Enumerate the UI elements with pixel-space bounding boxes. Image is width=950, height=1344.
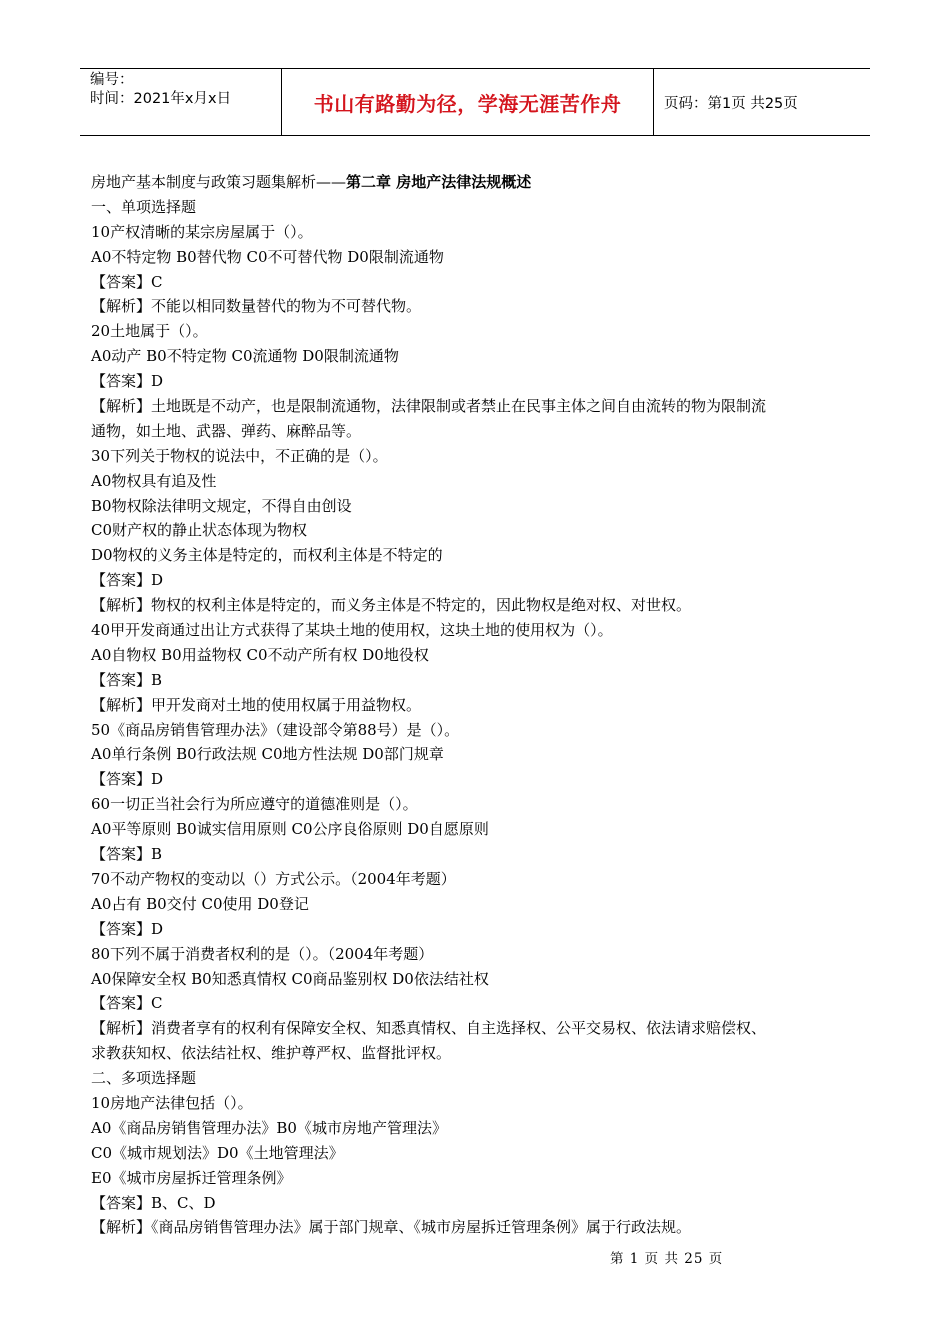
text-line: 【解析】不能以相同数量替代的物为不可替代物。	[91, 297, 422, 316]
text-line: 【解析】土地既是不动产，也是限制流通物，法律限制或者禁止在民事主体之间自由流转的物为限制流	[91, 397, 767, 416]
text-line: 【解析】甲开发商对土地的使用权属于用益物权。	[91, 695, 422, 714]
page-footer: 第 1 页 共 25 页	[610, 1251, 724, 1267]
text-line: A0动产 B0不特定物 C0流通物 D0限制流通物	[91, 347, 399, 366]
text-line: 【答案】D	[91, 372, 164, 391]
text-line: A0物权具有追及性	[91, 471, 217, 490]
text-line: 【答案】C	[91, 272, 163, 291]
header-page-info: 页码：第1页 共25页	[664, 95, 798, 112]
text-line: D0物权的义务主体是特定的，而权利主体是不特定的	[91, 546, 443, 565]
text-line: A0自物权 B0用益物权 C0不动产所有权 D0地役权	[91, 645, 429, 664]
text-line: A0占有 B0交付 C0使用 D0登记	[91, 894, 309, 913]
title-chapter: 第二章 房地产法律法规概述	[346, 173, 532, 191]
text-line: 求教获知权、依法结社权、维护尊严权、监督批评权。	[91, 1044, 452, 1063]
text-line: 【解析】《商品房销售管理办法》属于部门规章、《城市房屋拆迁管理条例》属于行政法规。	[91, 1218, 692, 1237]
text-line: 【答案】B	[91, 670, 163, 689]
document-body	[91, 170, 871, 1240]
text-line: A0单行条例 B0行政法规 C0地方性法规 D0部门规章	[91, 745, 444, 764]
text-line: 10房地产法律包括（）。	[91, 1093, 253, 1112]
text-line: 【答案】D	[91, 770, 164, 789]
text-line: 【答案】B	[91, 845, 163, 864]
text-line: 【答案】D	[91, 919, 164, 938]
text-line: 【答案】C	[91, 994, 163, 1013]
text-line: C0财产权的静止状态体现为物权	[91, 521, 308, 540]
text-line: 80下列不属于消费者权利的是（）。（2004年考题）	[91, 944, 434, 963]
text-line: E0《城市房屋拆迁管理条例》	[91, 1168, 292, 1187]
document-number-label: 编号：	[90, 72, 134, 88]
header-meta	[80, 69, 282, 135]
text-line: 【答案】D	[91, 571, 164, 590]
text-line: 一、单项选择题	[91, 197, 197, 216]
header-motto: 书山有路勤为径，学海无涯苦作舟	[282, 69, 654, 135]
text-line: C0《城市规划法》D0《土地管理法》	[91, 1143, 344, 1162]
text-line: 20土地属于（）。	[91, 322, 208, 341]
text-line: A0平等原则 B0诚实信用原则 C0公序良俗原则 D0自愿原则	[91, 820, 489, 839]
text-line: B0物权除法律明文规定，不得自由创设	[91, 496, 352, 515]
document-date: 时间：2021年x月x日	[90, 91, 232, 107]
text-line: 60一切正当社会行为所应遵守的道德准则是（）。	[91, 795, 418, 814]
text-line: 30下列关于物权的说法中，不正确的是（）。	[91, 446, 388, 465]
text-line: 【解析】消费者享有的权利有保障安全权、知悉真情权、自主选择权、公平交易权、依法请求赔偿权、	[91, 1019, 767, 1038]
text-line: 二、多项选择题	[91, 1069, 197, 1088]
text-line: 【答案】B、C、D	[91, 1193, 216, 1212]
text-line: A0《商品房销售管理办法》B0《城市房地产管理法》	[91, 1118, 447, 1137]
text-line: 40甲开发商通过出让方式获得了某块土地的使用权，这块土地的使用权为（）。	[91, 621, 613, 640]
text-line: 50《商品房销售管理办法》（建设部令第88号）是（）。	[91, 720, 460, 739]
text-line: A0不特定物 B0替代物 C0不可替代物 D0限制流通物	[91, 247, 444, 266]
title-prefix: 房地产基本制度与政策习题集解析——	[91, 173, 347, 191]
text-line: 【解析】物权的权利主体是特定的，而义务主体是不特定的，因此物权是绝对权、对世权。	[91, 596, 692, 615]
page-header	[80, 68, 870, 136]
text-line: A0保障安全权 B0知悉真情权 C0商品鉴别权 D0依法结社权	[91, 969, 489, 988]
text-line: 10产权清晰的某宗房屋属于（）。	[91, 222, 313, 241]
text-line: 通物，如土地、武器、弹药、麻醉品等。	[91, 421, 362, 440]
document-title	[91, 170, 871, 195]
text-line: 70不动产物权的变动以（）方式公示。（2004年考题）	[91, 869, 456, 888]
